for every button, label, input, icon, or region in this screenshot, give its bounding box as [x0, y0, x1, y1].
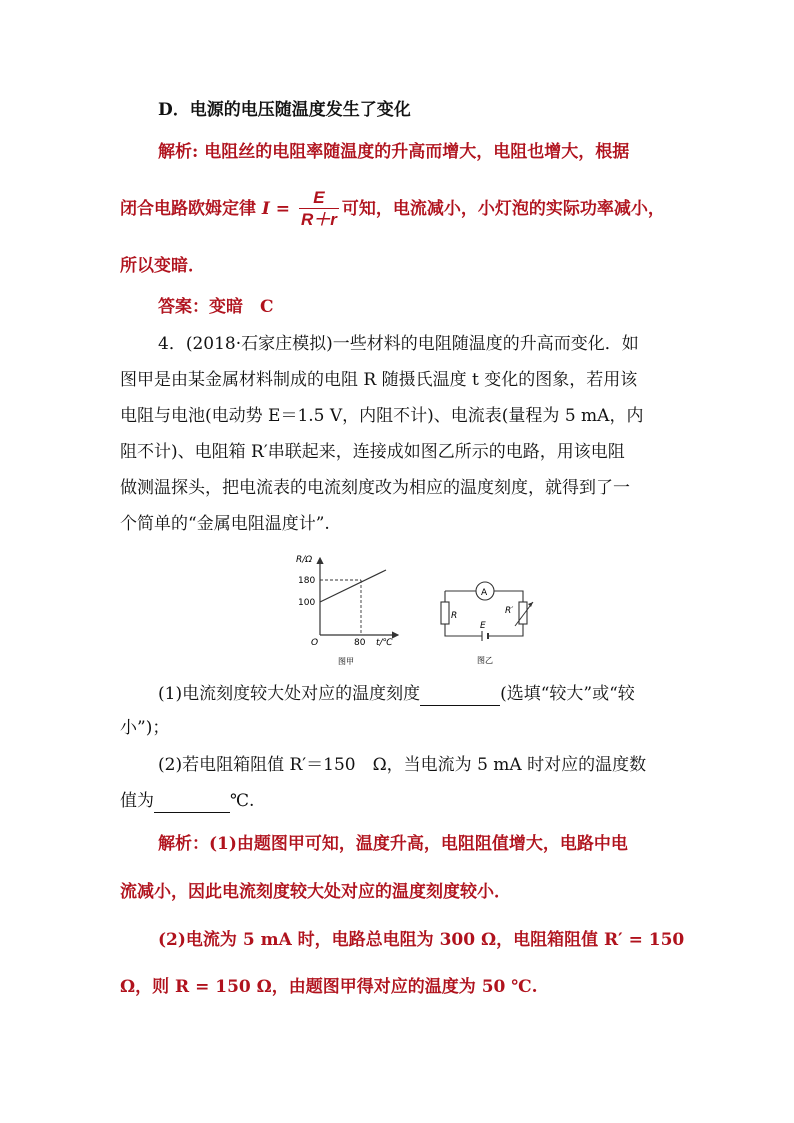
sub2-after: ℃. — [230, 791, 255, 811]
analysis2-text: ：(1)由题图甲可知，温度升高，电阻阻值增大，电路中电 — [192, 834, 628, 854]
y-axis-label: R/Ω — [296, 555, 313, 565]
figure-circuit — [435, 575, 535, 675]
battery-label: E — [480, 621, 486, 631]
analysis-text: : 电阻丝的电阻率随温度的升高而增大，电阻也增大，根据 — [192, 142, 630, 162]
x-axis-label: t/℃ — [376, 638, 393, 648]
resistor-r — [441, 602, 449, 624]
sub2-blank — [154, 794, 230, 813]
analysis-text-after: 可知，电流减小，小灯泡的实际功率减小， — [341, 199, 665, 219]
answer-label: 答案： — [158, 297, 209, 317]
graph-line — [320, 570, 386, 602]
sub1-line-2: 小”)； — [120, 718, 170, 738]
analysis2-line-1 — [158, 832, 628, 856]
analysis2-label: 解析 — [158, 834, 192, 854]
analysis2-line-2: 流减小，因此电流刻度较大处对应的温度刻度较小． — [120, 882, 511, 902]
analysis-line-2 — [120, 188, 665, 231]
option-d: D．电源的电压随温度发生了变化 — [158, 100, 411, 120]
sub2-line-2 — [120, 789, 254, 813]
graph-caption: 图甲 — [338, 657, 354, 666]
analysis2-line-4: Ω，则 R = 150 Ω，由题图甲得对应的温度为 50 ℃. — [120, 977, 538, 997]
sub1-blank — [420, 687, 500, 706]
analysis-line-1 — [158, 140, 629, 164]
sub1-after: (选填“较大”或“较 — [500, 684, 635, 704]
ammeter-label: A — [481, 588, 488, 598]
q4-line-6: 个简单的“金属电阻温度计”. — [120, 514, 330, 534]
answer-line — [158, 295, 274, 319]
analysis-line-3: 所以变暗． — [120, 256, 205, 276]
q4-line-2: 图甲是由某金属材料制成的电阻 R 随摄氏温度 t 变化的图象，若用该 — [120, 370, 638, 390]
x-tick-80: 80 — [354, 638, 366, 648]
resistor-box-label: R′ — [505, 606, 514, 616]
formula-numerator: E — [299, 188, 339, 209]
figure-graph — [290, 548, 405, 673]
analysis-label: 解析 — [158, 142, 192, 162]
answer-text: 变暗 C — [209, 297, 274, 317]
analysis2-line-3: (2)电流为 5 mA 时，电路总电阻为 300 Ω，电阻箱阻值 R′ = 150 — [158, 930, 685, 950]
sub1-line-1 — [158, 682, 635, 706]
q4-line-5: 做测温探头，把电流表的电流刻度改为相应的温度刻度，就得到了一 — [120, 478, 630, 498]
y-tick-180: 180 — [298, 576, 316, 586]
circuit-caption: 图乙 — [477, 656, 493, 665]
q4-line-1: 4．(2018·石家庄模拟)一些材料的电阻随温度的升高而变化．如 — [158, 334, 639, 354]
q4-line-4: 阻不计)、电阻箱 R′串联起来，连接成如图乙所示的电路，用该电阻 — [120, 442, 625, 462]
q4-line-3: 电阻与电池(电动势 E＝1.5 V，内阻不计)、电流表(量程为 5 mA，内 — [120, 406, 644, 426]
resistor-box — [519, 602, 527, 624]
analysis-text-before: 闭合电路欧姆定律 — [120, 199, 262, 219]
formula-lhs: I — [261, 199, 270, 219]
resistor-r-label: R — [451, 611, 458, 621]
formula-denominator: R＋r — [300, 210, 337, 229]
sub2-before: 值为 — [120, 791, 154, 811]
variable-arrowhead — [528, 602, 533, 607]
formula-eq: = — [269, 199, 296, 219]
formula-fraction — [299, 188, 339, 231]
sub1-before: (1)电流刻度较大处对应的温度刻度 — [158, 684, 421, 704]
y-tick-100: 100 — [298, 598, 316, 608]
origin-label: O — [311, 638, 319, 648]
sub2-line-1: (2)若电阻箱阻值 R′＝150 Ω，当电流为 5 mA 时对应的温度数 — [158, 755, 647, 775]
